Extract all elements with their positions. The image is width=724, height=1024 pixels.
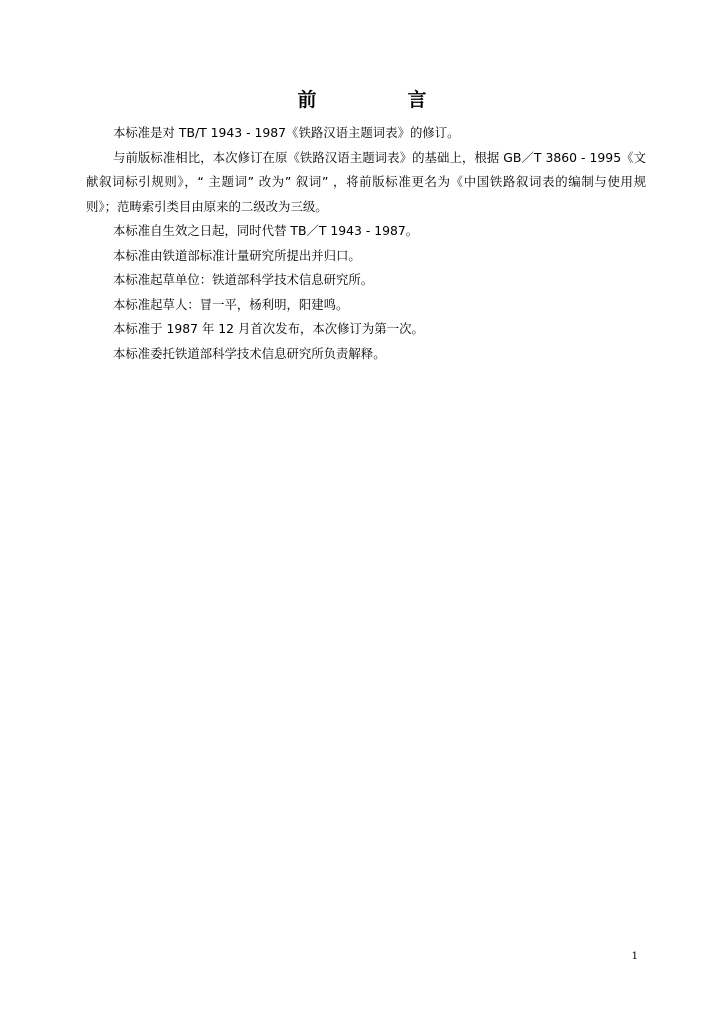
paragraph-changes: 与前版标准相比，本次修订在原《铁路汉语主题词表》的基础上，根据 GB／T 3860 - 1995《文献叙词标引规则》，“ 主题词” 改为” 叙词” ，将前版标准更名为《中国铁路叙词表的编制与使用规则》；范畴索引类目由原来的二级改为三级。 xyxy=(86,149,646,214)
foreword-body xyxy=(86,121,646,366)
paragraph-drafters: 本标准起草人：冒一平，杨利明，阳建鸣。 xyxy=(113,296,349,312)
paragraph-proposer: 本标准由铁道部标准计量研究所提出并归口。 xyxy=(113,247,361,263)
paragraph-release-history: 本标准于 1987 年 12 月首次发布，本次修订为第一次。 xyxy=(113,321,424,336)
paragraph-replacement: 本标准自生效之日起，同时代替 TB／T 1943 - 1987。 xyxy=(113,223,419,238)
paragraph-drafting-unit: 本标准起草单位：铁道部科学技术信息研究所。 xyxy=(113,272,374,287)
page-number: 1 xyxy=(631,951,638,962)
paragraph-revision-basis: 本标准是对 TB/T 1943 - 1987《铁路汉语主题词表》的修订。 xyxy=(113,125,460,140)
page-title: 前 言 xyxy=(297,89,463,111)
paragraph-interpretation: 本标准委托铁道部科学技术信息研究所负责解释。 xyxy=(113,345,386,361)
